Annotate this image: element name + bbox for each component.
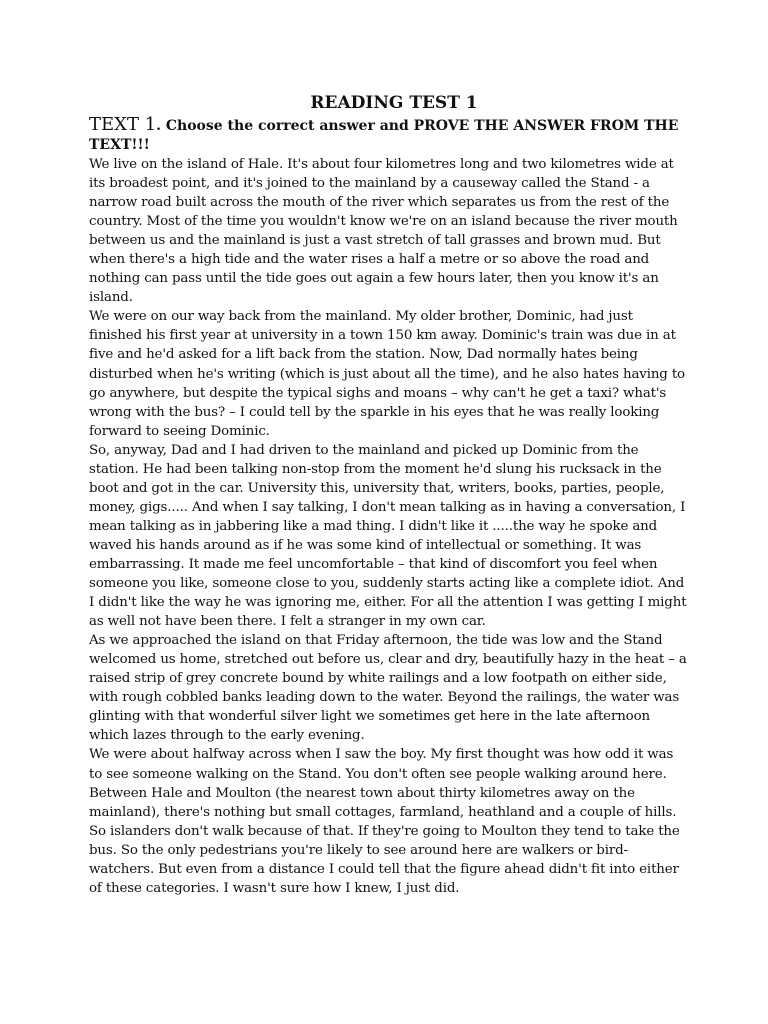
task-instruction xyxy=(89,115,689,155)
paragraph-4: As we approached the island on that Friday afternoon, the tide was low and the Stand welcomed us home, stretched out before us, clear and dry, beautifully hazy in the heat – a raised strip of grey concrete bound by white railings and a low footpath on either side, with rough cobbled banks leading down to the water. Beyond the railings, the water was glinting with that wonderful silver light we sometimes get here in the late afternoon which lazes through to the early evening. xyxy=(89,633,687,744)
task-instruction-text: . Choose the correct answer and PROVE THE ANSWER FROM THE TEXT!!! xyxy=(89,118,679,153)
page-title: READING TEST 1 xyxy=(310,93,478,113)
task-label: TEXT 1 xyxy=(89,114,157,135)
paragraph-1: We live on the island of Hale. It's about four kilometres long and two kilometres wide at its broadest point, and it's joined to the mainland by a causeway called the Stand - a narrow road built across the mouth of the river which separates us from the rest of the country. Most of the time you wouldn't know we're on an island because the river mouth between us and the mainland is just a vast stretch of tall grasses and brown mud. But when there's a high tide and the water rises a half a metre or so above the road and nothing can pass until the tide goes out again a few hours later, then you know it's an island. xyxy=(89,157,678,306)
paragraph-5: We were about halfway across when I saw the boy. My first thought was how odd it was to see someone walking on the Stand. You don't often see people walking around here. Between Hale and Moulton (the nearest town about thirty kilometres away on the mainland), there's nothing but small cottages, farmland, heathland and a couple of hills. So islanders don't walk because of that. If they're going to Moulton they tend to take the bus. So the only pedestrians you're likely to see around here are walkers or bird-watchers. But even from a distance I could tell that the figure ahead didn't fit into either of these categories. I wasn't sure how I knew, I just did. xyxy=(89,747,680,896)
document-page xyxy=(89,92,689,898)
paragraph-3: So, anyway, Dad and I had driven to the mainland and picked up Dominic from the station. He had been talking non-stop from the moment he'd slung his rucksack in the boot and got in the car. University this, university that, writers, books, parties, people, money, gigs..... And when I say talking, I don't mean talking as in having a conversation, I mean talking as in jabbering like a mad thing. I didn't like it .....the way he spoke and waved his hands around as if he was some kind of intellectual or something. It was embarrassing. It made me feel uncomfortable – that kind of discomfort you feel when someone you like, someone close to you, suddenly starts acting like a complete idiot. And I didn't like the way he was ignoring me, either. For all the attention I was getting I might as well not have been there. I felt a stranger in my own car. xyxy=(89,442,687,630)
paragraph-2: We were on our way back from the mainland. My older brother, Dominic, had just finished his first year at university in a town 150 km away. Dominic's train was due in at five and he'd asked for a lift back from the station. Now, Dad normally hates being disturbed when he's writing (which is just about all the time), and he also hates having to go anywhere, but despite the typical sighs and moans – why can't he get a taxi? what's wrong with the bus? – I could tell by the sparkle in his eyes that he was really looking forward to seeing Dominic. xyxy=(89,309,685,439)
